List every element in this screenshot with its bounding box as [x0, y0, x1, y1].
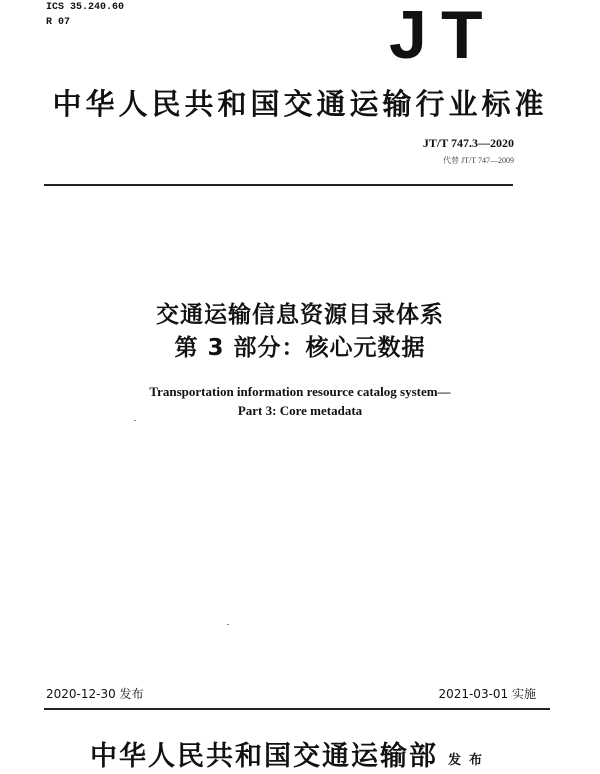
header-divider	[44, 184, 513, 186]
scan-speck	[134, 420, 136, 421]
title-zh-line1: 交通运输信息资源目录体系	[156, 302, 444, 328]
title-en-line1: Transportation information resource catalog system—	[149, 384, 451, 399]
standard-name: 中华人民共和国交通运输行业标准	[52, 87, 548, 121]
footer-divider	[44, 708, 550, 710]
publish-label: 发布	[448, 753, 491, 768]
publisher-name: 中华人民共和国交通运输部	[90, 741, 438, 772]
ics-code: ICS 35.240.60	[46, 2, 125, 13]
logo-letter-t: T	[441, 0, 483, 73]
jt-logo	[383, 0, 499, 73]
standard-code: JT/T 747.3—2020	[422, 136, 514, 150]
classification-code: R 07	[46, 17, 71, 28]
title-en-line2: Part 3: Core metadata	[237, 403, 363, 418]
title-zh-line2: 第 3 部分：核心元数据	[174, 335, 426, 361]
replaces-note: 代替 JT/T 747—2009	[443, 156, 514, 165]
scan-speck	[227, 624, 229, 625]
logo-letter-j: J	[389, 0, 427, 73]
implementation-date: 2021-03-01 实施	[438, 687, 536, 701]
issue-date: 2020-12-30 发布	[46, 687, 144, 701]
